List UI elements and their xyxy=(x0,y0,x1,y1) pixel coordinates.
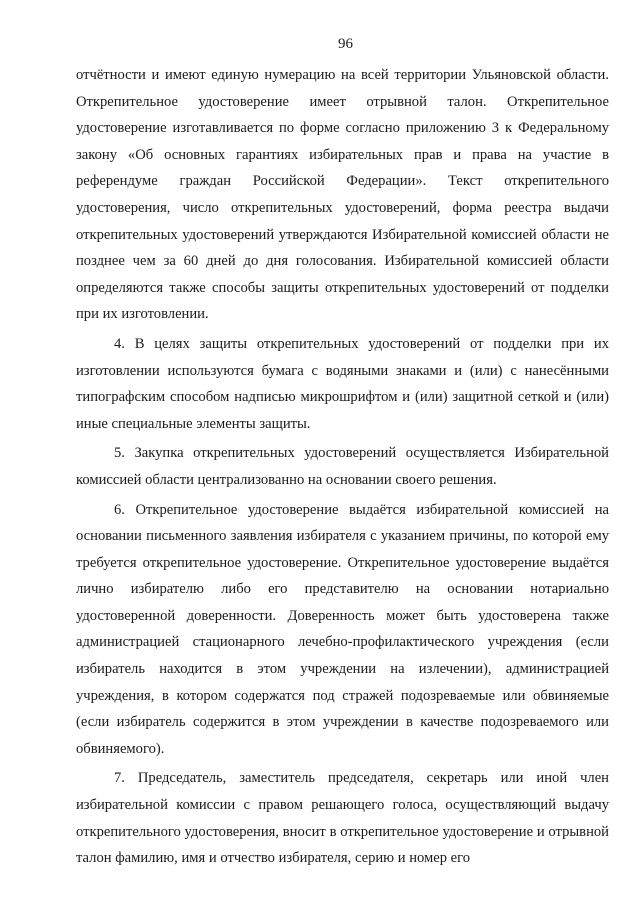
page-number: 96 xyxy=(338,36,353,52)
paragraph-item-4: 4. В целях защиты открепительных удостоверений от подделки при их изготовлении используются бумага с водяными знаками и (или) с нанесёнными типографским способом надписью микрошрифтом и (или) защитной сеткой и (или) иные специальные элементы защиты. xyxy=(76,335,609,432)
document-page xyxy=(76,34,609,872)
paragraph-continuation: отчётности и имеют единую нумерацию на всей территории Ульяновской области. Открепительное удостоверение имеет отрывной талон. Открепительное удостоверение изготавливается по форме согласно приложению 3 к Федеральному закону «Об основных гарантиях избирательных прав и права на участие в референдуме граждан Российской Федерации». Текст открепительного удостоверения, число открепительных удостоверений, форма реестра выдачи открепительных удостоверений утверждаются Избирательной комиссией области не позднее чем за 60 дней до дня голосования. Избирательной комиссией области определяются также способы защиты открепительных удостоверений от подделки при их изготовлении. xyxy=(76,67,609,323)
paragraph-item-5: 5. Закупка открепительных удостоверений осуществляется Избирательной комиссией области централизованно на основании своего решения. xyxy=(76,445,609,488)
paragraph-item-6: 6. Открепительное удостоверение выдаётся избирательной комиссией на основании письменного заявления избирателя с указанием причины, по которой ему требуется открепительное удостоверение. Открепительное удостоверение выдаётся лично избирателю либо его представителю на основании нотариально удостоверенной доверенности. Доверенность может быть удостоверена также администрацией стационарного лечебно-профилактического учреждения (если избиратель находится в этом учреждении на излечении), администрацией учреждения, в котором содержатся под стражей подозреваемые или обвиняемые (если избиратель содержится в этом учреждении в качестве подозреваемого или обвиняемого). xyxy=(76,501,609,757)
paragraph-item-7: 7. Председатель, заместитель председателя, секретарь или иной член избирательной комиссии с правом решающего голоса, осуществляющий выдачу открепительного удостоверения, вносит в открепительное удостоверение и отрывной талон фамилию, имя и отчество избирателя, серию и номер его xyxy=(76,770,609,867)
